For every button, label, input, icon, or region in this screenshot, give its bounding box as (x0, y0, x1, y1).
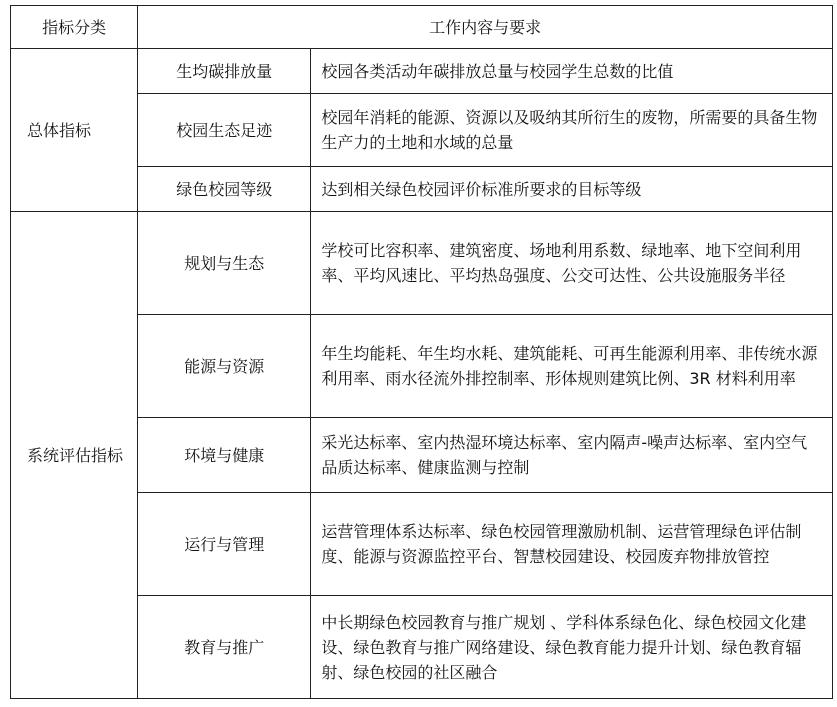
item-cell: 能源与资源 (138, 315, 311, 418)
header-content: 工作内容与要求 (138, 6, 833, 49)
desc-cell: 校园各类活动年碳排放总量与校园学生总数的比值 (311, 49, 833, 94)
category-cell-system: 系统评估指标 (11, 212, 138, 699)
item-cell: 绿色校园等级 (138, 167, 311, 212)
item-cell: 教育与推广 (138, 596, 311, 699)
table-row (11, 212, 833, 315)
header-category: 指标分类 (11, 6, 138, 49)
desc-cell: 中长期绿色校园教育与推广规划 、学科体系绿色化、绿色校园文化建设、绿色教育与推广网络建设、绿色教育能力提升计划、绿色教育辐射、绿色校园的社区融合 (311, 596, 833, 699)
item-cell: 规划与生态 (138, 212, 311, 315)
item-cell: 运行与管理 (138, 493, 311, 596)
desc-cell: 运营管理体系达标率、绿色校园管理激励机制、运营管理绿色评估制度、能源与资源监控平台、智慧校园建设、校园废弃物排放管控 (311, 493, 833, 596)
desc-cell: 达到相关绿色校园评价标准所要求的目标等级 (311, 167, 833, 212)
desc-cell: 采光达标率、室内热湿环境达标率、室内隔声-噪声达标率、室内空气品质达标率、健康监测与控制 (311, 418, 833, 493)
item-cell: 校园生态足迹 (138, 94, 311, 167)
table-row (11, 49, 833, 94)
item-cell: 环境与健康 (138, 418, 311, 493)
desc-cell: 学校可比容积率、建筑密度、场地利用系数、绿地率、地下空间利用率、平均风速比、平均热岛强度、公交可达性、公共设施服务半径 (311, 212, 833, 315)
category-cell-overall: 总体指标 (11, 49, 138, 212)
table-header-row (11, 6, 833, 49)
item-cell: 生均碳排放量 (138, 49, 311, 94)
indicator-table (10, 5, 833, 699)
desc-cell: 校园年消耗的能源、资源以及吸纳其所衍生的废物，所需要的具备生物生产力的土地和水域的总量 (311, 94, 833, 167)
desc-cell: 年生均能耗、年生均水耗、建筑能耗、可再生能源利用率、非传统水源利用率、雨水径流外排控制率、形体规则建筑比例、3R 材料利用率 (311, 315, 833, 418)
